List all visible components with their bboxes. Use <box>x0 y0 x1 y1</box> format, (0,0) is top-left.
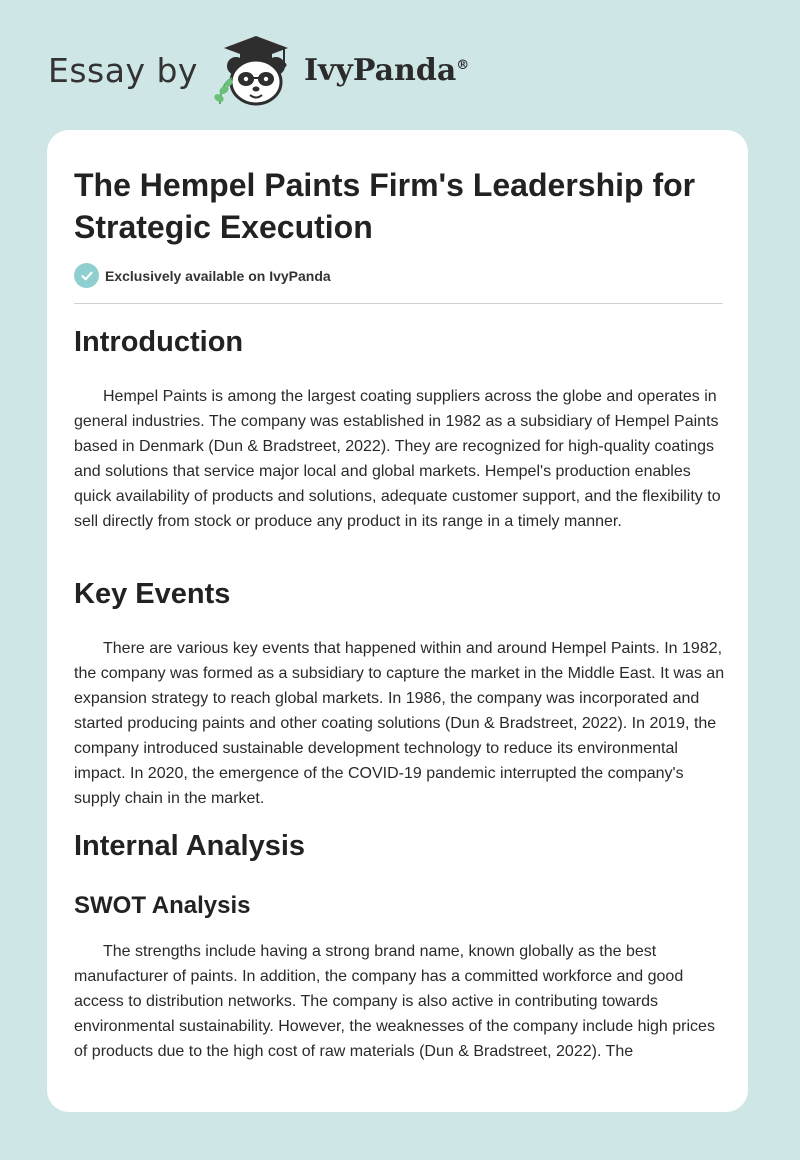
title-divider <box>74 303 723 304</box>
essay-by-label: Essay by <box>48 50 198 90</box>
heading-swot-analysis: SWOT Analysis <box>74 892 251 919</box>
heading-introduction: Introduction <box>74 326 244 358</box>
exclusive-badge-label: Exclusively available on IvyPanda <box>105 267 331 284</box>
site-header <box>48 30 469 110</box>
paragraph-key-events: There are various key events that happened within and around Hempel Paints. In 1982, the company was formed as a subsidiary to capture the market in the Middle East. It was an expansion strategy to reach global markets. In 1986, the company was incorporated and started producing paints and other coating solutions (Dun & Bradstreet, 2022). In 2019, the company introduced sustainable development technology to reduce its environmental impact. In 2020, the emergence of the COVID-19 pandemic interrupted the company's supply chain in the market. <box>74 640 725 807</box>
exclusive-badge <box>74 263 331 288</box>
brand-name[interactable] <box>304 53 469 88</box>
heading-internal-analysis: Internal Analysis <box>74 830 306 862</box>
registered-mark: ® <box>456 57 470 73</box>
essay-card <box>47 130 748 1112</box>
heading-key-events: Key Events <box>74 578 231 610</box>
brand-name-label: IvyPanda <box>303 52 457 88</box>
paragraph-swot: The strengths include having a strong brand name, known globally as the best manufacturer of paints. In addition, the company has a committed workforce and good access to distribution networks. The company is also active in contributing towards environmental sustainability. However, the weaknesses of the company include high prices of products due to the high cost of raw materials (Dun & Bradstreet, 2022). The <box>74 943 715 1060</box>
panda-logo-icon[interactable] <box>210 30 302 110</box>
paragraph-introduction: Hempel Paints is among the largest coating suppliers across the globe and operates in general industries. The company was established in 1982 as a subsidiary of Hempel Paints based in Denmark (Dun & Bradstreet, 2022). They are recognized for high-quality coatings and solutions that service major local and global markets. Hempel's production enables quick availability of products and solutions, adequate customer support, and the flexibility to sell directly from stock or produce any product in its range in a timely manner. <box>74 388 721 530</box>
check-circle-icon <box>74 263 99 288</box>
page-title: The Hempel Paints Firm's Leadership for Strategic Execution <box>74 167 696 245</box>
